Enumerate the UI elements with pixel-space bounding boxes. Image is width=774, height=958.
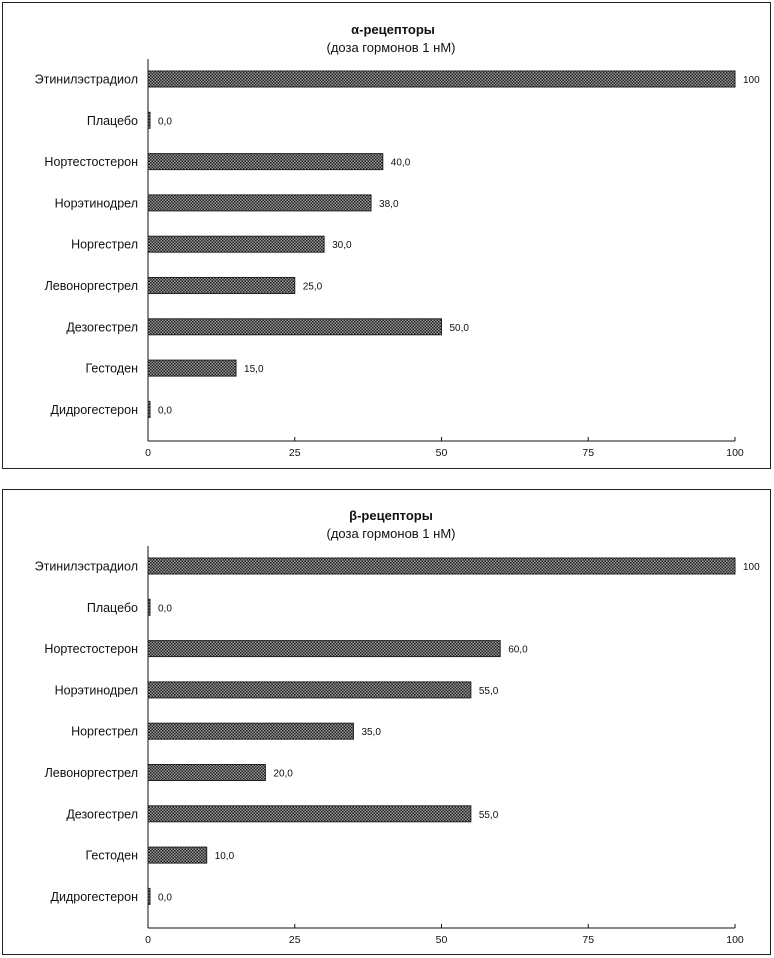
bar	[148, 599, 150, 615]
value-label: 60,0	[508, 644, 528, 656]
x-tick-label: 0	[145, 447, 151, 459]
value-label: 100	[743, 562, 760, 573]
value-label: 0,0	[158, 405, 172, 417]
bar	[148, 401, 150, 417]
value-label: 30,0	[332, 240, 352, 252]
category-label: Норгестрел	[71, 724, 138, 739]
value-label: 40,0	[390, 157, 411, 169]
bar	[148, 847, 207, 863]
value-label: 0,0	[158, 116, 172, 128]
value-label: 55,0	[478, 685, 499, 697]
x-tick-label: 0	[145, 934, 151, 946]
bar	[148, 112, 150, 128]
bar	[148, 723, 353, 739]
category-label: Норгестрел	[71, 237, 138, 252]
category-label: Левоноргестрел	[44, 279, 138, 293]
value-label: 38,0	[379, 198, 399, 210]
chart-beta	[3, 490, 772, 956]
bar	[148, 641, 500, 657]
value-label: 0,0	[158, 603, 172, 615]
bar	[148, 319, 442, 335]
value-label: 55,0	[478, 809, 499, 821]
x-tick-label: 75	[582, 447, 595, 459]
x-tick-label: 100	[726, 934, 744, 946]
category-label: Этинилэстрадиол	[34, 559, 138, 574]
bar	[148, 888, 150, 904]
chart-title: β-рецепторы	[349, 508, 433, 523]
bar	[148, 71, 735, 87]
chart-panel-beta	[2, 489, 771, 955]
value-label: 100	[743, 75, 760, 86]
value-label: 25,0	[302, 281, 323, 293]
x-tick-label: 50	[435, 447, 448, 459]
bar	[148, 195, 371, 211]
category-label: Дезогестрел	[66, 320, 138, 335]
bar	[148, 558, 735, 574]
value-label: 15,0	[244, 364, 264, 376]
x-tick-label: 75	[582, 934, 595, 946]
chart-subtitle: (доза гормонов 1 нМ)	[326, 40, 456, 55]
category-label: Этинилэстрадиол	[34, 72, 138, 87]
bar	[148, 806, 471, 822]
value-label: 50,0	[449, 322, 469, 334]
chart-title: α-рецепторы	[351, 22, 435, 37]
category-label: Плацебо	[86, 600, 138, 615]
x-tick-label: 100	[726, 447, 744, 459]
bar	[148, 360, 236, 376]
x-tick-label: 50	[435, 934, 448, 946]
value-label: 0,0	[158, 892, 172, 904]
category-label: Левоноргестрел	[44, 766, 138, 780]
chart-alpha	[3, 3, 772, 469]
bar	[148, 765, 265, 781]
value-label: 10,0	[214, 851, 235, 863]
chart-subtitle: (доза гормонов 1 нМ)	[326, 526, 456, 541]
category-label: Нортестостерон	[44, 155, 138, 170]
category-label: Нортестостерон	[44, 642, 138, 657]
bar	[148, 278, 295, 294]
category-label: Гестоден	[85, 848, 138, 863]
value-label: 35,0	[361, 727, 381, 739]
category-label: Дидрогестерон	[50, 402, 138, 417]
bar	[148, 154, 383, 170]
chart-panel-alpha	[2, 2, 771, 469]
category-label: Норэтинодрел	[54, 196, 138, 211]
x-tick-label: 25	[288, 447, 301, 459]
category-label: Норэтинодрел	[54, 683, 138, 698]
category-label: Плацебо	[86, 113, 138, 128]
bar	[148, 682, 471, 698]
value-label: 20,0	[273, 768, 293, 780]
bar	[148, 236, 324, 252]
category-label: Дезогестрел	[66, 807, 138, 822]
category-label: Дидрогестерон	[50, 889, 138, 904]
category-label: Гестоден	[85, 361, 138, 376]
x-tick-label: 25	[288, 934, 301, 946]
